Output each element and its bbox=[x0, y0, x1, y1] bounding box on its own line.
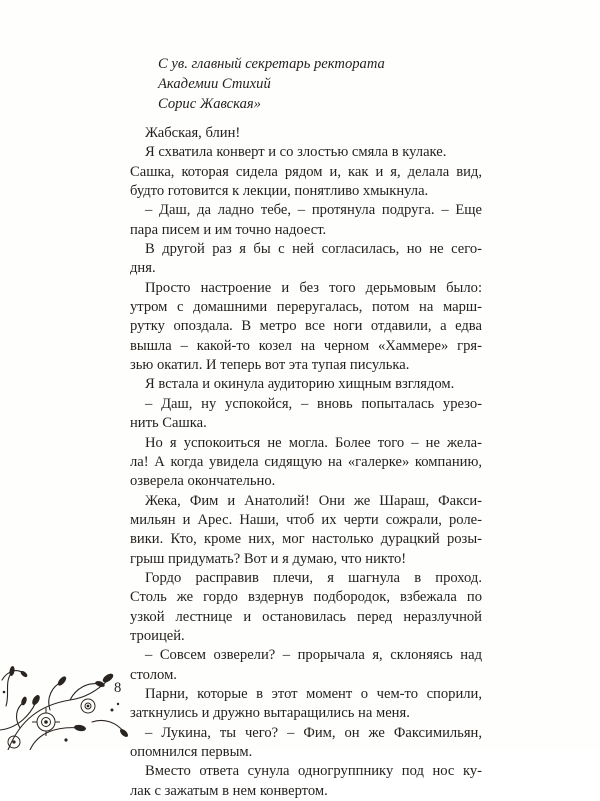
signature-line: С ув. главный секретарь ректората bbox=[158, 56, 385, 72]
letter-signature bbox=[158, 54, 488, 114]
text-line: рутку опоздала. В метро все ноги отдавили, а едва bbox=[130, 318, 482, 335]
body-text bbox=[130, 124, 482, 801]
text-line: лак с зажатым в нем конвертом. bbox=[130, 782, 328, 799]
text-line: Столь же гордо вздернув подбородок, взбежала по bbox=[130, 589, 482, 606]
text-line: нить Сашка. bbox=[130, 415, 207, 432]
text-line: ла! А когда увидела сидящую на «галерке» компанию, bbox=[130, 453, 482, 470]
text-line: заткнулись и дружно вытаращились на меня. bbox=[130, 705, 410, 722]
text-line: столом. bbox=[130, 666, 177, 683]
page-number: 8 bbox=[114, 680, 122, 696]
text-line: утром с домашними переругалась, потом на марш- bbox=[130, 299, 482, 316]
text-line: Я схватила конверт и со злостью смяла в кулаке. bbox=[145, 144, 447, 161]
text-line: Но я успокоиться не могла. Более того – не жела- bbox=[145, 434, 482, 451]
text-line: мильян и Арес. Наши, чтоб их черти сожрали, роле- bbox=[130, 511, 482, 528]
text-line: – Лукина, ты чего? – Фим, он же Факсимильян, bbox=[145, 724, 482, 741]
text-line: озверела окончательно. bbox=[130, 473, 276, 490]
text-line: Парни, которые в этот момент о чем-то спорили, bbox=[145, 685, 482, 702]
text-line: – Даш, ну успокойся, – вновь попыталась урезо- bbox=[145, 395, 482, 412]
text-line: дня. bbox=[130, 260, 156, 277]
floral-corner-ornament-icon bbox=[0, 610, 132, 750]
text-line: вышла – какой-то козел на черном «Хаммере» гря- bbox=[130, 337, 482, 354]
text-line: будто готовится к лекции, понятливо хмыкнула. bbox=[130, 183, 429, 200]
text-line: – Даш, да ладно тебе, – протянула подруга. – Еще bbox=[145, 202, 482, 219]
text-line: Гордо расправив плечи, я шагнула в проход. bbox=[145, 569, 482, 586]
text-line: вики. Кто, кроме них, мог настолько дурацкий розы- bbox=[130, 531, 482, 548]
text-line: Вместо ответа сунула одногруппнику под нос ку- bbox=[145, 763, 482, 780]
text-line: В другой раз я бы с ней согласилась, но не сего- bbox=[145, 241, 482, 258]
text-line: Жабская, блин! bbox=[145, 125, 241, 141]
signature-line: Академии Стихий bbox=[158, 76, 271, 92]
text-line: пара писем и им точно надоест. bbox=[130, 221, 327, 238]
signature-line: Сорис Жавская» bbox=[158, 96, 261, 112]
text-line: Просто настроение и без того дерьмовым было: bbox=[145, 279, 482, 296]
text-line: Жека, Фим и Анатолий! Они же Шараш, Факси- bbox=[145, 492, 482, 509]
text-line: грыш придумать? Вот и я думаю, что никто! bbox=[130, 550, 407, 567]
text-line: Сашка, которая сидела рядом и, как и я, делала вид, bbox=[130, 163, 482, 180]
text-line: зью окатил. И теперь вот эта тупая писулька. bbox=[130, 357, 410, 374]
text-line: троицей. bbox=[130, 627, 185, 644]
text-line: – Совсем озверели? – прорычала я, склоняясь над bbox=[145, 647, 482, 664]
text-line: опомнился первым. bbox=[130, 744, 253, 760]
text-line: Я встала и окинула аудиторию хищным взглядом. bbox=[145, 376, 455, 393]
text-line: узкой лестнице и остановилась перед неразлучной bbox=[130, 608, 482, 625]
